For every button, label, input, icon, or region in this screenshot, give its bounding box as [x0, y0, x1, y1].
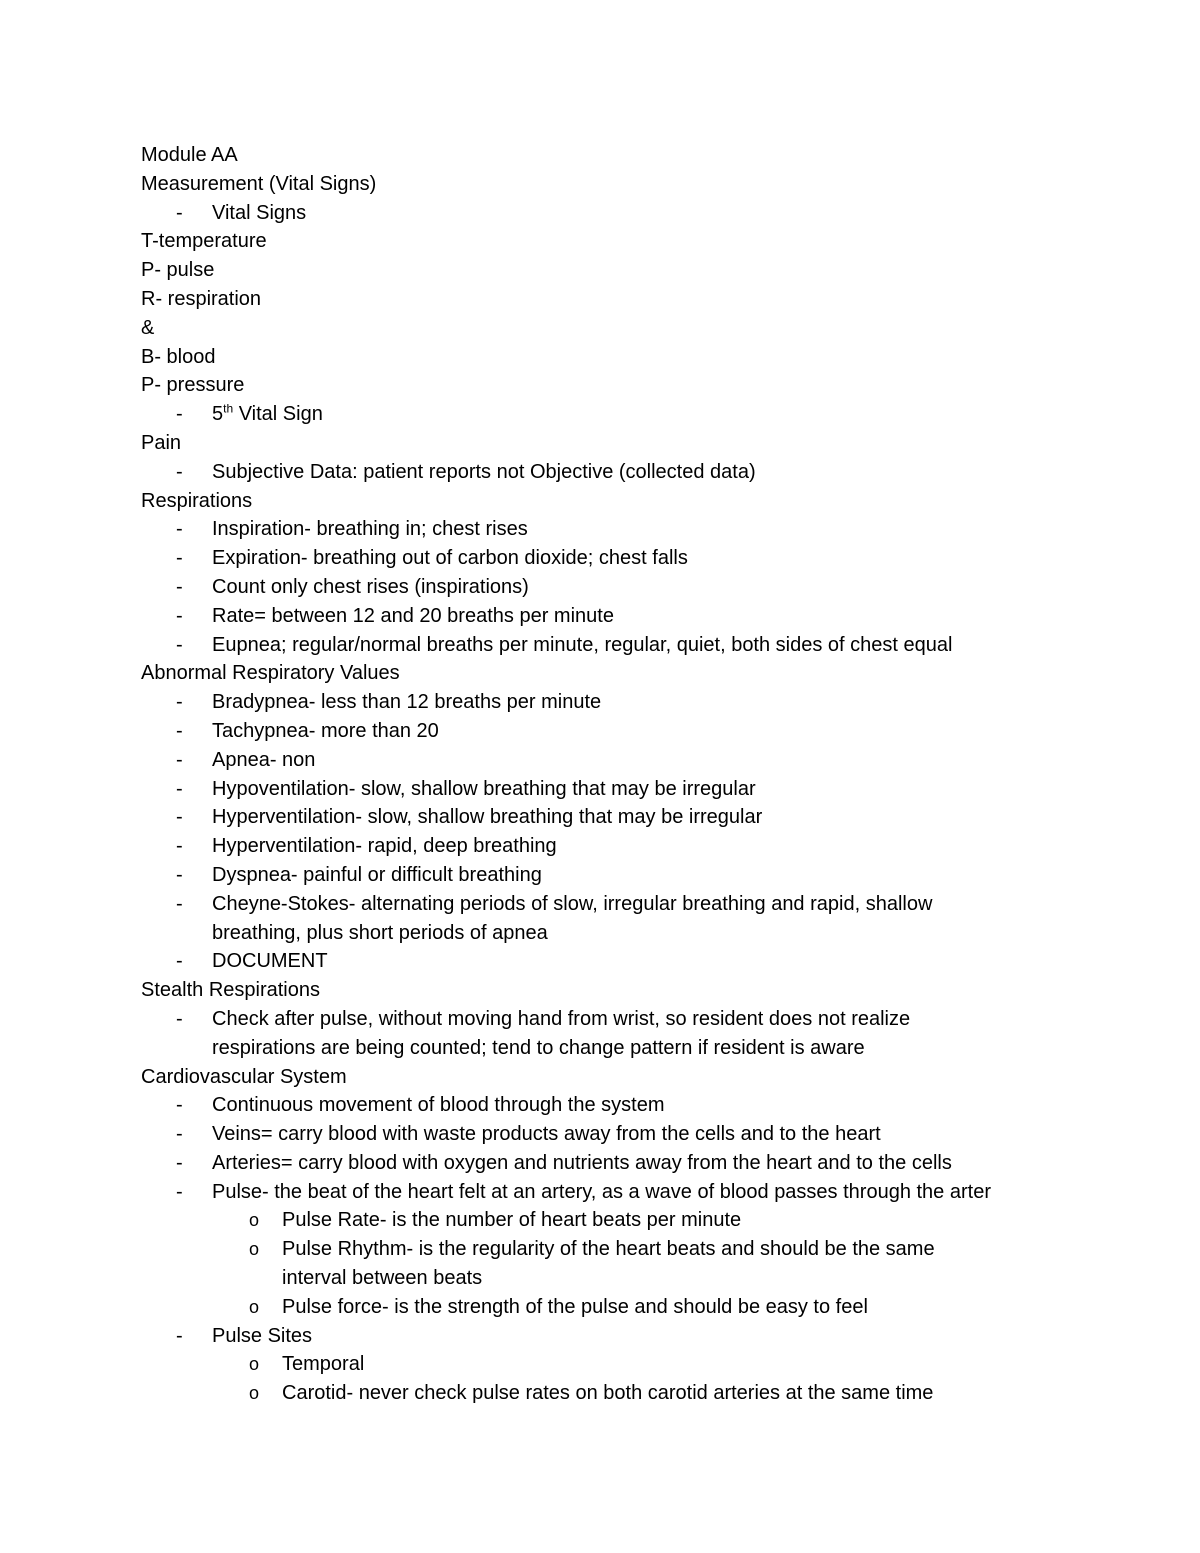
acronym-line: R- respiration: [141, 287, 262, 310]
list-item: [141, 890, 1081, 919]
list-item: [141, 400, 1081, 429]
circle-bullet: o: [249, 1239, 260, 1260]
sub-list-item-text: Pulse Rhythm- is the regularity of the heart beats and should be the same: [282, 1238, 935, 1261]
dash-bullet: -: [176, 633, 183, 656]
list-item-text: Check after pulse, without moving hand from wrist, so resident does not realize: [212, 1007, 911, 1030]
dash-bullet: -: [176, 1151, 183, 1174]
circle-bullet: o: [249, 1354, 260, 1375]
list-item-text: Eupnea; regular/normal breaths per minute, regular, quiet, both sides of chest equal: [212, 633, 953, 656]
list-item-continuation: [141, 919, 1081, 948]
dash-bullet: -: [176, 863, 183, 886]
dash-bullet: -: [176, 201, 183, 224]
list-item: [141, 688, 1081, 717]
list-item: [141, 515, 1081, 544]
stealth-heading: Stealth Respirations: [141, 979, 320, 1002]
list-item-continuation: [141, 1034, 1081, 1063]
circle-bullet: o: [249, 1383, 260, 1404]
list-item-text: Dyspnea- painful or difficult breathing: [212, 863, 542, 886]
sub-list-item-text: interval between beats: [282, 1267, 483, 1290]
acronym-line: B- blood: [141, 345, 216, 368]
dash-bullet: -: [176, 719, 183, 742]
list-item-text: Subjective Data: patient reports not Objective (collected data): [212, 460, 756, 483]
list-item: [141, 832, 1081, 861]
sub-list-item-continuation: [141, 1264, 1081, 1293]
sub-list-item: [141, 1293, 1081, 1322]
list-item: [141, 947, 1081, 976]
dash-bullet: -: [176, 1007, 183, 1030]
fifth-number: 5: [212, 403, 224, 426]
list-item: [141, 1322, 1081, 1351]
list-item: [141, 458, 1081, 487]
dash-bullet: -: [176, 1094, 183, 1117]
list-item: [141, 1091, 1081, 1120]
list-item-text: Cheyne-Stokes- alternating periods of slow, irregular breathing and rapid, shallow: [212, 892, 933, 915]
list-item-text: Veins= carry blood with waste products away from the cells and to the heart: [212, 1123, 881, 1146]
acronym-line: P- pulse: [141, 259, 215, 282]
dash-bullet: -: [176, 950, 183, 973]
sub-list-item: [141, 1379, 1081, 1408]
acronym-line: T-temperature: [141, 230, 267, 253]
ordinal-suffix: th: [223, 401, 234, 416]
circle-bullet: o: [249, 1296, 260, 1317]
list-item-text: Vital Signs: [212, 201, 307, 224]
list-item: [141, 1120, 1081, 1149]
dash-bullet: -: [176, 547, 183, 570]
dash-bullet: -: [176, 835, 183, 858]
list-item-text: Tachypnea- more than 20: [212, 719, 439, 742]
list-item: [141, 602, 1081, 631]
dash-bullet: -: [176, 1324, 183, 1347]
dash-bullet: -: [176, 403, 183, 426]
list-item: [141, 573, 1081, 602]
list-item-text: DOCUMENT: [212, 950, 328, 973]
abnormal-heading: Abnormal Respiratory Values: [141, 662, 400, 685]
dash-bullet: -: [176, 1180, 183, 1203]
measurement-heading: Measurement (Vital Signs): [141, 172, 377, 195]
list-item-text: Count only chest rises (inspirations): [212, 575, 529, 598]
list-item-text: Arteries= carry blood with oxygen and nutrients away from the heart and to the cells: [212, 1151, 952, 1174]
list-item: [141, 803, 1081, 832]
list-item: [141, 746, 1081, 775]
circle-bullet: o: [249, 1210, 260, 1231]
list-item: [141, 717, 1081, 746]
list-item: [141, 1178, 1081, 1207]
acronym-line: &: [141, 316, 155, 339]
sub-list-item-text: Carotid- never check pulse rates on both carotid arteries at the same time: [282, 1382, 934, 1405]
dash-bullet: -: [176, 892, 183, 915]
list-item: [141, 775, 1081, 804]
list-item-text: Hyperventilation- slow, shallow breathing that may be irregular: [212, 806, 763, 829]
list-item: [141, 861, 1081, 890]
list-item: [141, 1005, 1081, 1034]
sub-list-item-text: Pulse Rate- is the number of heart beats per minute: [282, 1209, 742, 1232]
list-item: [141, 1149, 1081, 1178]
acronym-line: P- pressure: [141, 374, 245, 397]
sub-list-item-text: Temporal: [282, 1353, 365, 1376]
fifth-rest: Vital Sign: [233, 403, 323, 426]
dash-bullet: -: [176, 460, 183, 483]
list-item: [141, 631, 1081, 660]
sub-list-item: [141, 1206, 1081, 1235]
document-body: [141, 141, 1081, 1408]
list-item-text: Continuous movement of blood through the system: [212, 1094, 665, 1117]
dash-bullet: -: [176, 748, 183, 771]
respirations-heading: Respirations: [141, 489, 253, 512]
dash-bullet: -: [176, 518, 183, 541]
list-item-text: Hypoventilation- slow, shallow breathing that may be irregular: [212, 777, 756, 800]
list-item: [141, 544, 1081, 573]
list-item-text: breathing, plus short periods of apnea: [212, 921, 548, 944]
sub-list-item: [141, 1235, 1081, 1264]
dash-bullet: -: [176, 777, 183, 800]
fifth-vital-sign: [212, 403, 323, 425]
list-item-text: Pulse Sites: [212, 1324, 313, 1347]
cardio-heading: Cardiovascular System: [141, 1065, 347, 1088]
sub-list-item-text: Pulse force- is the strength of the pulse and should be easy to feel: [282, 1295, 868, 1318]
list-item-text: Bradypnea- less than 12 breaths per minute: [212, 691, 602, 714]
dash-bullet: -: [176, 806, 183, 829]
dash-bullet: -: [176, 691, 183, 714]
list-item-text: Apnea- non: [212, 748, 316, 771]
list-item-text: respirations are being counted; tend to change pattern if resident is aware: [212, 1036, 865, 1059]
list-item-text: Pulse- the beat of the heart felt at an artery, as a wave of blood passes through the arter: [212, 1180, 991, 1203]
sub-list-item: [141, 1350, 1081, 1379]
module-title: Module AA: [141, 144, 238, 166]
dash-bullet: -: [176, 1123, 183, 1146]
list-item-text: Hyperventilation- rapid, deep breathing: [212, 835, 557, 858]
list-item-text: Inspiration- breathing in; chest rises: [212, 518, 528, 541]
dash-bullet: -: [176, 604, 183, 627]
dash-bullet: -: [176, 575, 183, 598]
pain-heading: Pain: [141, 431, 182, 454]
list-item: [141, 199, 1081, 228]
list-item-text: Expiration- breathing out of carbon dioxide; chest falls: [212, 547, 688, 570]
list-item-text: Rate= between 12 and 20 breaths per minute: [212, 604, 614, 627]
